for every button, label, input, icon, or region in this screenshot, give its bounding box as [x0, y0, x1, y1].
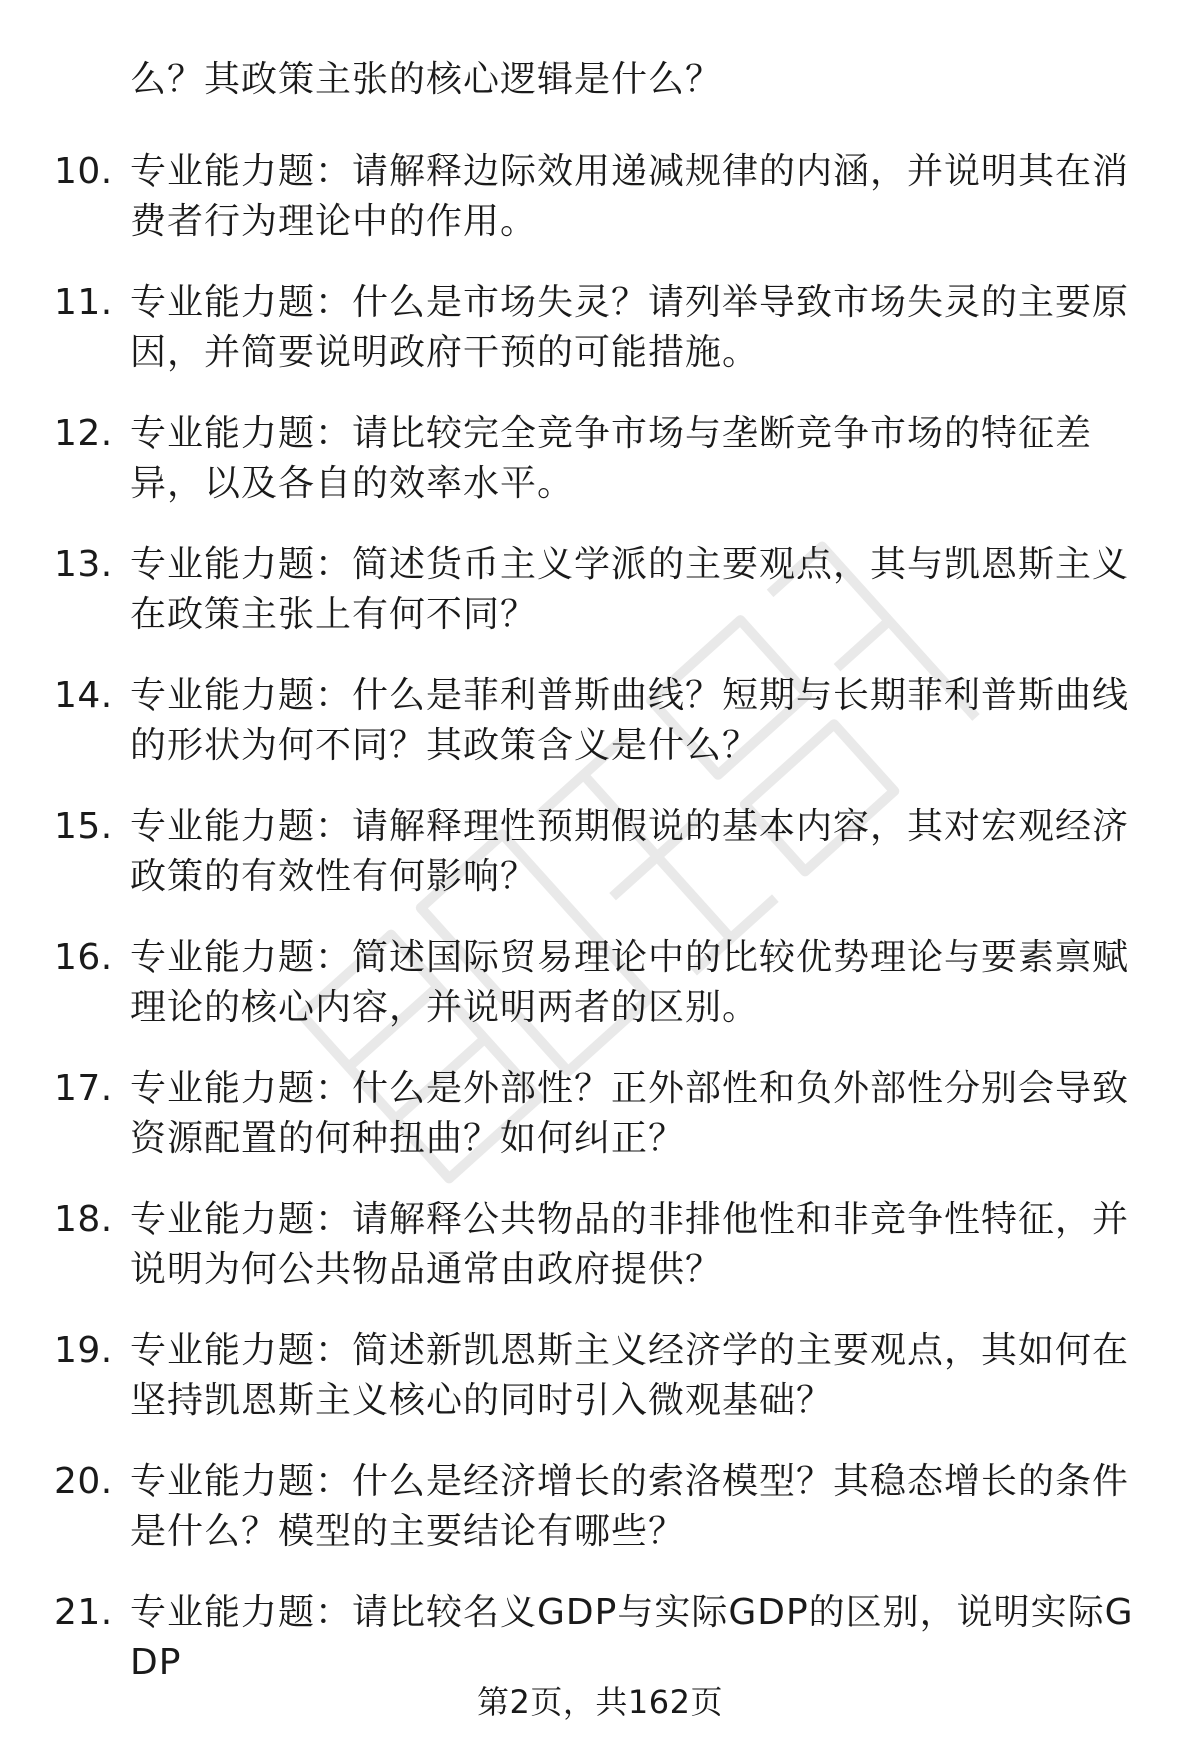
continuation-text: 么？其政策主张的核心逻辑是什么？ — [130, 59, 723, 100]
question-text: 专业能力题：请比较名义GDP与实际GDP的区别，说明实际GDP — [130, 1592, 1134, 1683]
question-text: 专业能力题：简述新凯恩斯主义经济学的主要观点，其如何在坚持凯恩斯主义核心的同时引入微观基础？ — [130, 1330, 1130, 1421]
question-text: 专业能力题：什么是外部性？正外部性和负外部性分别会导致资源配置的何种扭曲？如何纠正？ — [130, 1068, 1130, 1159]
question-number: 18. — [54, 1199, 113, 1240]
question-text: 专业能力题：简述货币主义学派的主要观点，其与凯恩斯主义在政策主张上有何不同？ — [130, 544, 1130, 635]
list-item — [0, 266, 1200, 397]
list-item — [0, 790, 1200, 921]
list-item — [0, 135, 1200, 266]
question-text: 专业能力题：请解释公共物品的非排他性和非竞争性特征，并说明为何公共物品通常由政府提供？ — [130, 1199, 1130, 1290]
question-number: 16. — [54, 937, 113, 978]
question-number: 15. — [54, 806, 113, 847]
question-text: 专业能力题：请解释边际效用递减规律的内涵，并说明其在消费者行为理论中的作用。 — [130, 151, 1130, 242]
list-item — [0, 1052, 1200, 1183]
question-number: 14. — [54, 675, 113, 716]
list-item — [0, 1445, 1200, 1576]
question-text: 专业能力题：什么是经济增长的索洛模型？其稳态增长的条件是什么？模型的主要结论有哪些？ — [130, 1461, 1130, 1552]
question-number: 17. — [54, 1068, 113, 1109]
question-number: 13. — [54, 544, 113, 585]
list-item — [0, 1183, 1200, 1314]
question-list — [0, 135, 1200, 1707]
question-number: 19. — [54, 1330, 113, 1371]
question-number: 20. — [54, 1461, 113, 1502]
question-number: 12. — [54, 413, 113, 454]
question-number: 21. — [54, 1592, 113, 1633]
list-item — [0, 397, 1200, 528]
question-number: 10. — [54, 151, 113, 192]
page-footer: 第2页，共162页 — [477, 1683, 723, 1721]
question-text: 专业能力题：什么是市场失灵？请列举导致市场失灵的主要原因，并简要说明政府干预的可能措施。 — [130, 282, 1130, 373]
question-text: 专业能力题：什么是菲利普斯曲线？短期与长期菲利普斯曲线的形状为何不同？其政策含义是什么？ — [130, 675, 1130, 766]
list-item — [0, 921, 1200, 1052]
question-text: 专业能力题：请比较完全竞争市场与垄断竞争市场的特征差异，以及各自的效率水平。 — [130, 413, 1093, 504]
question-text: 专业能力题：简述国际贸易理论中的比较优势理论与要素禀赋理论的核心内容，并说明两者的区别。 — [130, 937, 1130, 1028]
list-item — [0, 659, 1200, 790]
question-text: 专业能力题：请解释理性预期假说的基本内容，其对宏观经济政策的有效性有何影响？ — [130, 806, 1130, 897]
list-item — [0, 528, 1200, 659]
list-item — [0, 1314, 1200, 1445]
question-number: 11. — [54, 282, 113, 323]
